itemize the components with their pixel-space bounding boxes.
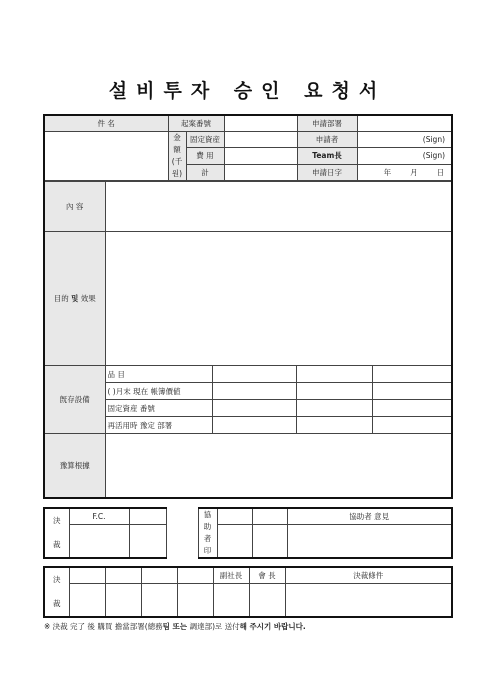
header-table: [43, 114, 453, 181]
existing-row-label: 再活用時 豫定 部署: [105, 417, 212, 434]
approver-sign-field[interactable]: [141, 584, 177, 618]
approver-header-cell: [69, 567, 105, 584]
purpose-field[interactable]: [105, 232, 452, 366]
decision-label: 決 裁: [44, 508, 69, 558]
existing-cell[interactable]: [372, 383, 452, 400]
approver-header-cell: [105, 567, 141, 584]
budget-field[interactable]: [105, 434, 452, 499]
approver-header-cell: [177, 567, 213, 584]
chairman-label: 會 長: [249, 567, 285, 584]
approver-sign-field[interactable]: [69, 584, 105, 618]
applicant-label: 申請者: [297, 132, 357, 148]
subject-field[interactable]: [44, 132, 168, 181]
body-table: [43, 181, 453, 499]
existing-label: 旣存設備: [44, 366, 105, 434]
approver-header-cell: [141, 567, 177, 584]
opinion-label: 協助者 意見: [287, 508, 452, 525]
fixed-asset-field[interactable]: [224, 132, 297, 148]
content-label: 內 容: [44, 182, 105, 232]
approver-header-cell: [129, 508, 166, 525]
subject-label: 件 名: [44, 115, 168, 132]
chairman-sign-field[interactable]: [249, 584, 285, 618]
approval-box-2: [43, 566, 453, 618]
approval-box-1: [43, 507, 453, 559]
applicant-sign[interactable]: (Sign): [357, 132, 452, 148]
approver-sign-field[interactable]: [177, 584, 213, 618]
footer-note: ※ 決裁 完了 後 購買 擔當部署(總務팀 또는 調達部)로 送付해 주시기 바랍니다.: [44, 622, 306, 631]
team-leader-sign[interactable]: (Sign): [357, 148, 452, 164]
content-field[interactable]: [105, 182, 452, 232]
dept-field[interactable]: [357, 115, 452, 132]
conditions-field[interactable]: [285, 584, 452, 618]
purpose-label: 目的 및 效果: [44, 232, 105, 366]
existing-row-label: 品 目: [105, 366, 212, 383]
existing-row-label: 固定資産 番號: [105, 400, 212, 417]
existing-cell[interactable]: [296, 400, 372, 417]
cooperator-label: 協 助 者 印: [198, 508, 217, 558]
expense-label: 費 用: [186, 148, 224, 164]
gap-cell: [166, 508, 198, 558]
existing-cell[interactable]: [212, 400, 296, 417]
vp-sign-field[interactable]: [213, 584, 249, 618]
decision-label: 決 裁: [44, 567, 69, 617]
budget-label: 豫算根據: [44, 434, 105, 499]
existing-cell[interactable]: [212, 417, 296, 434]
existing-cell[interactable]: [212, 366, 296, 383]
team-leader-label: Team長: [297, 148, 357, 164]
fc-sign-field[interactable]: [69, 525, 129, 559]
draft-no-label: 起案番號: [168, 115, 224, 132]
apply-date-label: 申請日字: [297, 164, 357, 180]
cooperator-header-cell: [217, 508, 252, 525]
conditions-label: 決裁條件: [285, 567, 452, 584]
existing-cell[interactable]: [296, 417, 372, 434]
cooperator-sign-field[interactable]: [217, 525, 252, 559]
dept-label: 申請部署: [297, 115, 357, 132]
approver-sign-field[interactable]: [129, 525, 166, 559]
existing-cell[interactable]: [372, 400, 452, 417]
cooperator-sign-field[interactable]: [252, 525, 287, 559]
fc-label: F.C.: [69, 508, 129, 525]
total-label: 計: [186, 164, 224, 180]
existing-cell[interactable]: [372, 417, 452, 434]
existing-cell[interactable]: [296, 366, 372, 383]
approver-sign-field[interactable]: [105, 584, 141, 618]
existing-cell[interactable]: [212, 383, 296, 400]
amount-label: 金 額 (千 원): [168, 132, 186, 181]
existing-cell[interactable]: [296, 383, 372, 400]
existing-cell[interactable]: [372, 366, 452, 383]
opinion-field[interactable]: [287, 525, 452, 559]
apply-date-field[interactable]: 年 月 日: [357, 164, 452, 180]
vp-label: 副社長: [213, 567, 249, 584]
cooperator-header-cell: [252, 508, 287, 525]
existing-row-label: ( )月末 現在 帳簿價値: [105, 383, 212, 400]
draft-no-field[interactable]: [224, 115, 297, 132]
fixed-asset-label: 固定資産: [186, 132, 224, 148]
total-field[interactable]: [224, 164, 297, 180]
page-title: 설비투자 승인 요청서: [108, 80, 387, 102]
expense-field[interactable]: [224, 148, 297, 164]
